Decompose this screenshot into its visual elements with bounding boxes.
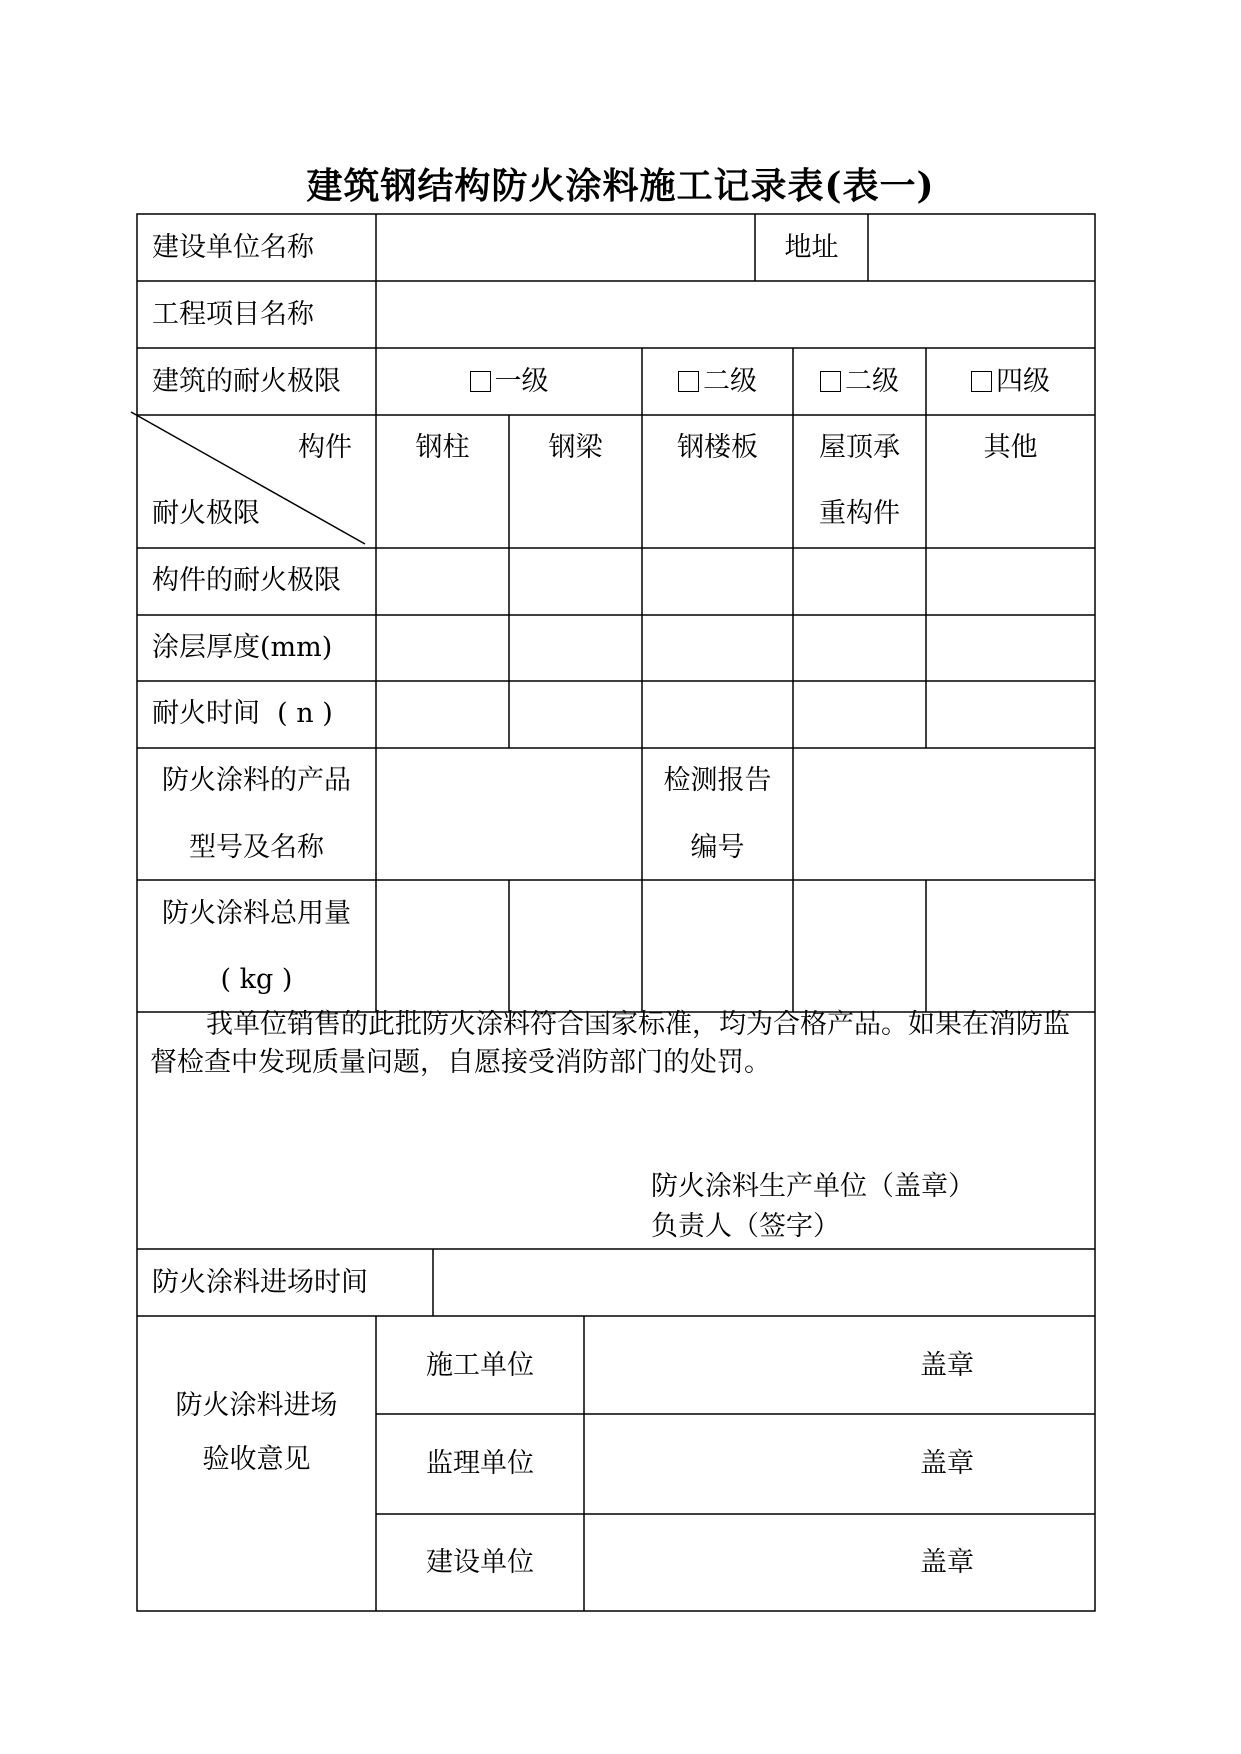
fire-rating-option-label: 二级 xyxy=(703,366,757,397)
total-usage-label-2: ( kg ) xyxy=(220,964,293,995)
fire-time-label: 耐火时间 ( n ) xyxy=(152,698,333,729)
column-steel-floor: 钢楼板 xyxy=(677,432,758,463)
total-usage-label-1: 防火涂料总用量 xyxy=(162,898,351,929)
fire-rating-option-1[interactable] xyxy=(376,365,642,399)
column-steel-beam: 钢梁 xyxy=(548,432,603,463)
fire-rating-option-label: 二级 xyxy=(845,366,899,397)
header-diag-top: 构件 xyxy=(298,432,352,463)
unit-builder-label: 建设单位 xyxy=(426,1547,534,1578)
project-name-label: 工程项目名称 xyxy=(152,299,314,330)
acceptance-label-1: 防火涂料进场 xyxy=(175,1390,338,1421)
test-report-label-2: 编号 xyxy=(690,832,745,863)
fire-rating-label: 建筑的耐火极限 xyxy=(152,366,341,397)
column-steel-column: 钢柱 xyxy=(415,432,470,463)
entry-time-label: 防火涂料进场时间 xyxy=(152,1267,368,1298)
unit-supervision-label: 监理单位 xyxy=(426,1448,534,1479)
fire-rating-option-label: 四级 xyxy=(996,366,1050,397)
column-roof-bearing-1: 屋顶承 xyxy=(819,432,900,463)
responsible-sign-label: 负责人（签字） xyxy=(651,1211,840,1242)
column-roof-bearing-2: 重构件 xyxy=(819,498,900,529)
fire-rating-option-2[interactable] xyxy=(642,365,793,399)
builder-name-label: 建设单位名称 xyxy=(152,232,314,263)
page-title: 建筑钢结构防火涂料施工记录表(表一) xyxy=(306,165,935,207)
producer-stamp-label: 防火涂料生产单位（盖章） xyxy=(651,1171,975,1202)
address-label: 地址 xyxy=(784,232,839,263)
header-diag-bottom: 耐火极限 xyxy=(152,498,260,529)
unit-construction-label: 施工单位 xyxy=(426,1350,534,1381)
checkbox-icon[interactable] xyxy=(820,371,841,392)
checkbox-icon[interactable] xyxy=(971,371,992,392)
checkbox-icon[interactable] xyxy=(470,371,491,392)
unit-construction-stamp: 盖章 xyxy=(920,1350,974,1381)
fire-rating-option-label: 一级 xyxy=(494,366,549,397)
coating-thickness-label: 涂层厚度(mm) xyxy=(152,632,333,663)
fire-rating-option-3[interactable] xyxy=(793,365,926,399)
product-model-label-2: 型号及名称 xyxy=(189,832,324,863)
checkbox-icon[interactable] xyxy=(678,371,699,392)
product-model-label-1: 防火涂料的产品 xyxy=(162,765,351,796)
component-fire-limit-label: 构件的耐火极限 xyxy=(152,565,341,596)
test-report-label-1: 检测报告 xyxy=(663,765,772,796)
unit-supervision-stamp: 盖章 xyxy=(920,1448,974,1479)
acceptance-label-2: 验收意见 xyxy=(202,1444,311,1475)
statement-text: 我单位销售的此批防火涂料符合国家标准，均为合格产品。如果在消防监督检查中发现质量问题，自愿接受消防部门的处罚。 xyxy=(150,1009,1070,1078)
unit-builder-stamp: 盖章 xyxy=(920,1547,974,1578)
column-other: 其他 xyxy=(983,432,1038,463)
fire-rating-option-4[interactable] xyxy=(926,365,1095,399)
